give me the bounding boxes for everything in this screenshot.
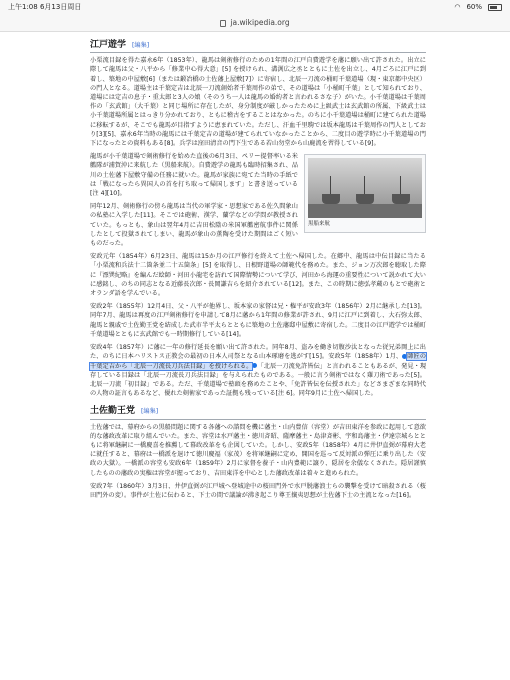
- url-text: ja.wikipedia.org: [230, 18, 290, 27]
- figure-caption: 黒船来航: [308, 221, 331, 228]
- lock-icon: [220, 20, 226, 27]
- paragraph-with-selection: 安政4年（1857年）に藩に一年の修行延長を願い出て許された。同年8月、盗みを働き切腹沙汰となった従兄弟岡上に出た、のちに日本ハリストス正教会の最初の日本人司祭となる山本琢磨を逃がす[15]。安政5年（1858年）1月、 師匠の千葉定吉から「北辰一刀流長刀兵法目録」を授けられる。 「北辰一刀流免許皆伝」と言われることもあるが、発見・現存している目録は「北辰一刀流長刀兵法目録」を与えられたものである。一般に言う剣術ではなく薙刀術であった[5]。北辰一刀流「初目録」である。ただ、千葉道場で塾頭を務めたことや、「免許皆伝を伝授された」などさまざまな同時代の人物の証言もあるなど、優れた剣術家であった証拠も残っている[注 6]。同年9月に土佐へ帰国した。: [90, 344, 427, 398]
- address-bar[interactable]: [0, 14, 510, 32]
- paragraph: 同年12月、剣術修行の傍ら龍馬は当代の軍学家・思想家である佐久間象山の私塾に入学した[11]。そこでは砲術、漢学、蘭学などの学問が教授されていた。もっとも、象山は翌年4月に吉田松陰の米国軍艦密航事件に関係したとして投獄されてしまい、龍馬が象山の薫陶を受けた期間はごく短いものだった。: [90, 203, 298, 248]
- status-time-date: 上午1:08 6月13日周日: [8, 3, 82, 11]
- selected-text[interactable]: 師匠の千葉定吉から「北辰一刀流長刀兵法目録」を授けられる。: [90, 353, 427, 370]
- paragraph: 小栗流目録を得た嘉永6年（1853年）、龍馬は剣術修行のための1年間の江戸自費遊学を藩に願い出て許された。出立に際して龍馬は父・八平から「修業中心得大意」[5] を授けられ、溝渕広之丞とともに土佐を出立し、4月ごろに江戸に到着し、築地の中屋敷[6]（または鍛冶橋の土佐藩上屋敷[7]）に寄宿し、北辰一刀流の桶町千葉道場（現・東京都中央区）の門人となる。道場主は千葉定吉は北辰一刀流創始者千葉周作の弟で、その道場は「小桶町千葉」として知られており、道場には定吉の息子・重太郎と3人の娘（そのうち一人は龍馬の婚約者と言われるさな子）がいた。小千葉道場は千葉周作の「玄武館」（大千葉）と同じ場所に存在したが、身分制度が厳しかったために上級武士は玄武館の所属、下級武士は小千葉道場所属とはっきり分かれており、ともに稽古をすることはなかった。のちに小千葉道場は桶町に建てられた道場に移転するが、そこでも龍馬が目指すように恵まれていた。ただし、汗血千里駒では坂本龍馬は千葉周作の門人としており[3][5]、嘉永6年当時の龍馬には千葉定吉の道場が建てられていなかったことから、二度目の遊学時に小千葉道場の門下になったとの資料もある[8]。兵学は窪田清音の門下生である若山勿堂から山鹿流を習得している[9]。: [90, 57, 426, 148]
- status-bar: [0, 0, 510, 14]
- paragraph: 安政元年（1854年）6月23日、龍馬は15か月の江戸修行を終えて土佐へ帰国した。在郷中、龍馬は中伝目録に当たる「小栗流和兵法十二箇条並二十五箇条」[5] を取得し、日根野道場の師範代を務めた。また、ジョン万次郎を聴取した際に『漂巽紀略』を編んだ絵師・河田小龍宅を訪れて国際情勢について学び、河田から海運の重要性について説かれて大いに感銘し、のちの同志となる近藤長次郎・長岡謙吉らを紹介されている[12]。また、この時期に徳弘孝蔵のもとで砲術とオランダ語を学んでいる。: [90, 253, 426, 298]
- edit-link[interactable]: [編集]: [141, 408, 159, 416]
- status-right: [454, 3, 502, 11]
- black-ships-image[interactable]: [308, 158, 422, 218]
- section-heading-edo: 江戸遊学 [編集]: [90, 38, 426, 53]
- battery-percent: 60%: [466, 3, 482, 11]
- paragraph: 土佐藩では、幕府からの黒船問題に関する各藩への諮問を機に藩主・山内豊信（容堂）が吉田東洋を参政に起用して意欲的な藩政改革に取り組んでいた。また、容堂は水戸藩主・徳川斉昭、薩摩藩主・島津斉彬、宇和島藩主・伊達宗城らとともに将軍継嗣に一橋慶喜を推薦して幕政改革をも企図していた。しかし、安政5年（1858年）4月に井伊直弼が幕府大老に就任すると、幕府は一橋派を退けて徳川慶福（家茂）を将軍継嗣に定め、開国を巡って反対派の弾圧に乗り出した（安政の大獄）。一橋派の容堂も安政6年（1859年）2月に家督を養子・山内豊範に譲り、隠居を余儀なくされた。隠居謹慎したものの藩政の実権は容堂が握っており、吉田東洋を中心とした藩政改革は着々と進められた。: [90, 423, 426, 477]
- paragraph: 安政2年（1855年）12月4日、父・八平が他界し、坂本家の家督は兄・権平が安政3年（1856年）2月に継承した[13]。同年7月、龍馬は再度の江戸剣術修行を申請して8月に藩から1年間の修業が許され、9月に江戸に到着し、大石弥太郎、龍馬と親戚で土佐勤王党を結成した武市半平太らとともに築地の土佐藩邸中屋敷に寄宿した。二度目の江戸遊学では桶町千葉道場とともに玄武館でも一時期修行している[14]。: [90, 303, 426, 338]
- edit-link[interactable]: [編集]: [132, 42, 150, 49]
- figure-black-ships[interactable]: [304, 154, 426, 233]
- paragraph: 龍馬が小千葉道場で剣術修行を始めた直後の6月3日、ペリー提督率いる米艦隊が浦賀沖に来航した（黒船来航）。自費遊学の龍馬も臨時招集され、品川の土佐藩下屋敷守備の任務に就いた。龍馬が家族に宛てた当時の手紙では「戦になったら異国人の首を打ち取って帰国します」と書き送っている[注 4][10]。: [90, 153, 298, 198]
- paragraph: 安政7年（1860年）3月3日、井伊直弼が江戸城へ登城途中の桜田門外で水戸脱藩浪士らの襲撃を受けて暗殺される（桜田門外の変）。事件が土佐に伝わると、下士の間で議論が沸き起こり尊王攘夷思想が土佐藩下士の主流となった[16]。: [90, 482, 426, 499]
- battery-icon: [488, 4, 502, 11]
- wifi-icon: ◠: [454, 3, 461, 11]
- section-heading-tosa: 土佐勤王党 [編集]: [90, 404, 426, 419]
- article-content: [90, 32, 426, 504]
